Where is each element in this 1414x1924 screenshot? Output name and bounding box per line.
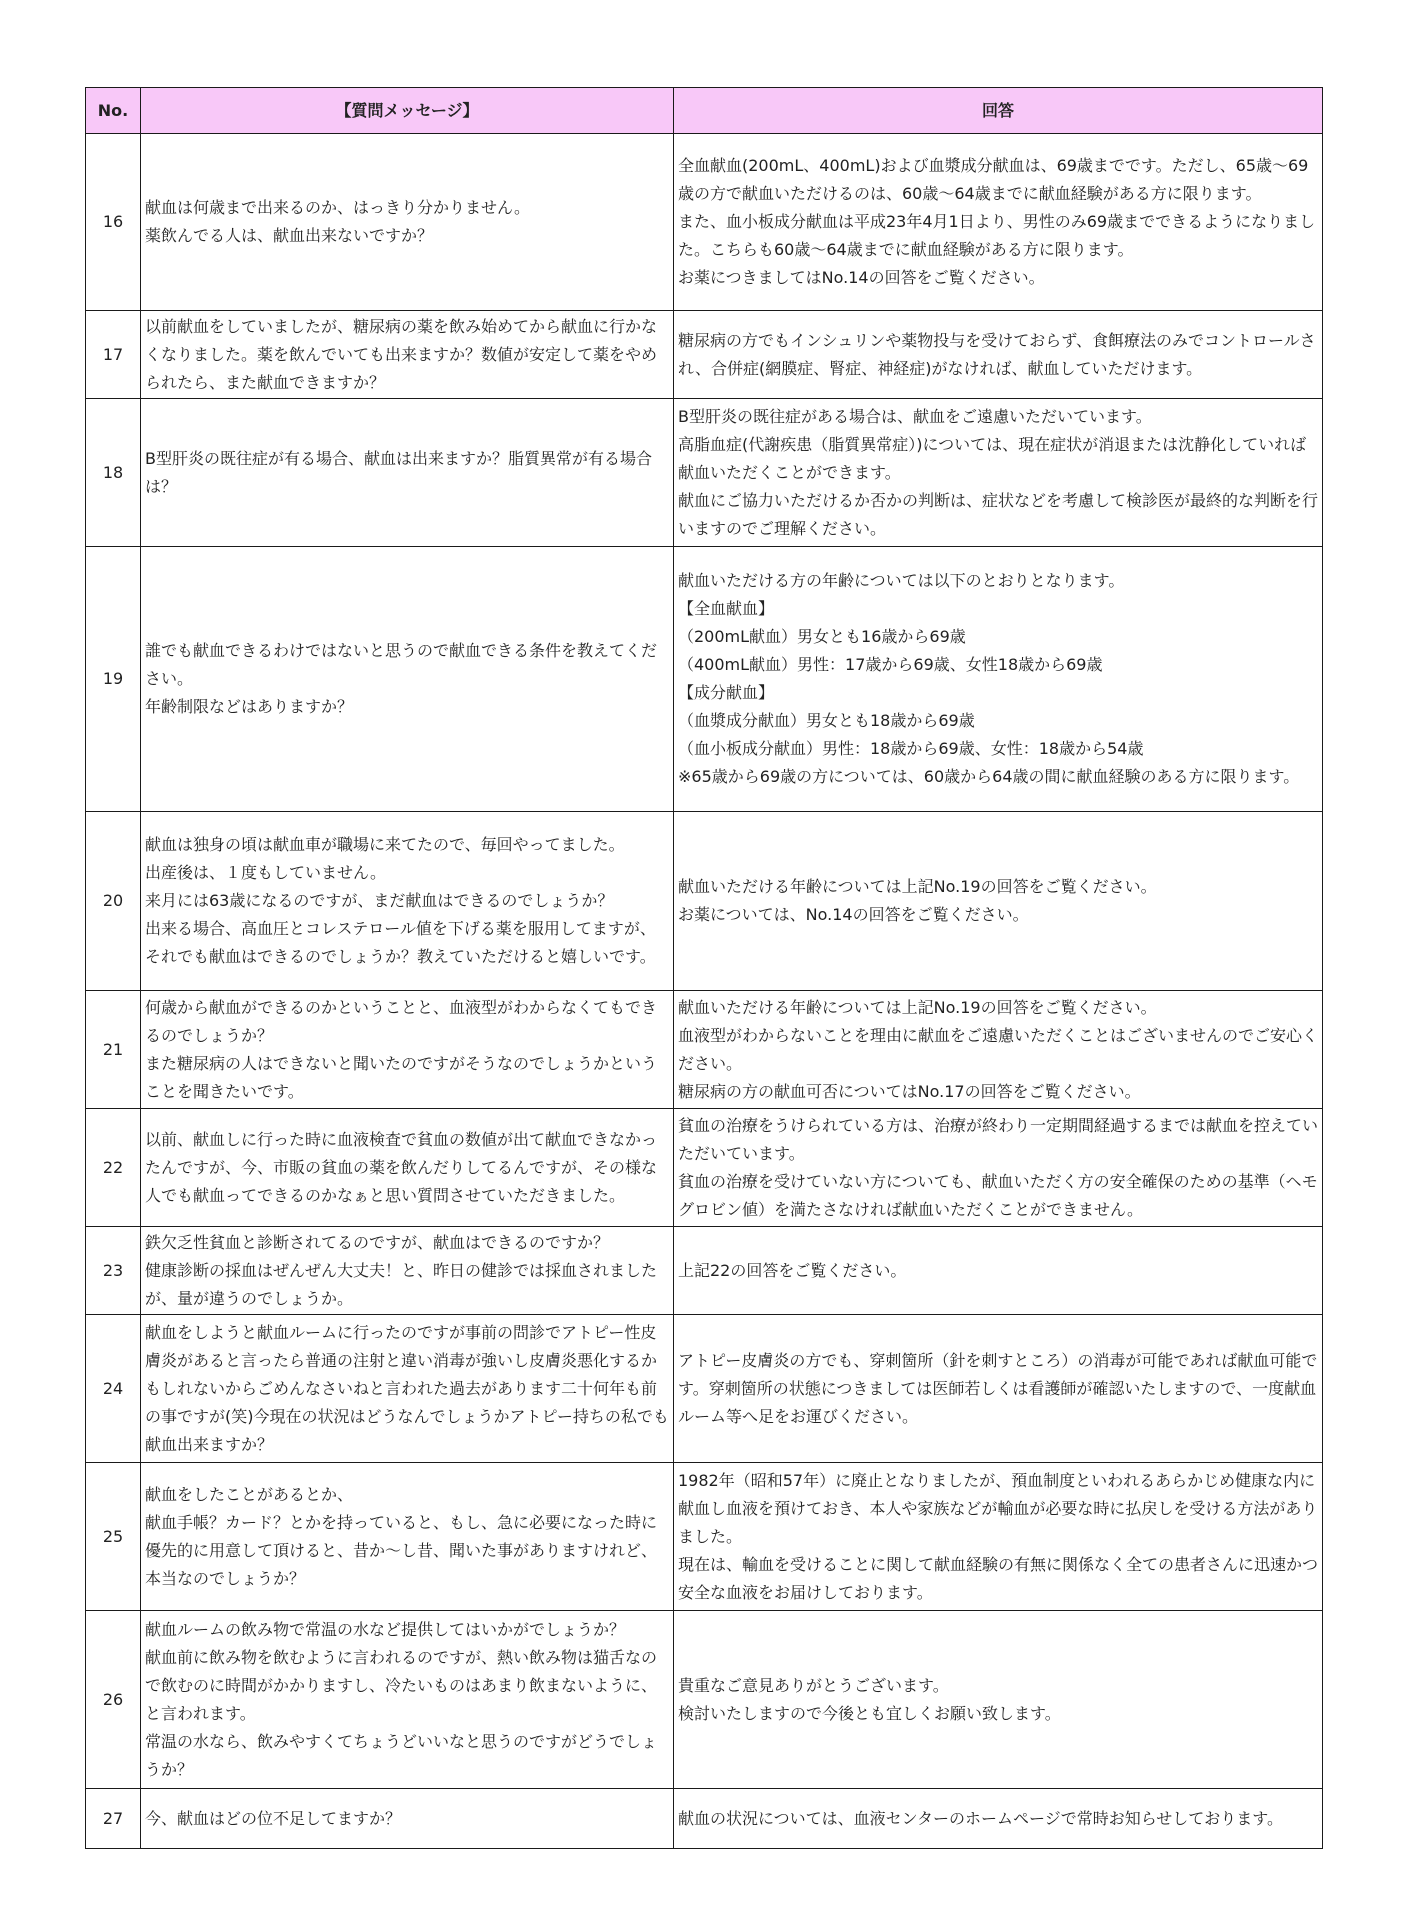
table-row [86, 1611, 1323, 1789]
row-number: 17 [86, 311, 141, 399]
answer-line: お薬については、No.14の回答をご覧ください。 [678, 905, 1029, 924]
answer-line: （血小板成分献血）男性：18歳から69歳、女性：18歳から54歳 [678, 739, 1144, 758]
table-row [86, 311, 1323, 399]
row-number: 26 [86, 1611, 141, 1789]
answer-line: 糖尿病の方でもインシュリンや薬物投与を受けておらず、食餌療法のみでコントロールされ、合併症(網膜症、腎症、神経症)がなければ、献血していただけます。 [678, 330, 1316, 378]
answer-line: 高脂血症(代謝疾患（脂質異常症）)については、現在症状が消退または沈静化していれば献血いただくことができます。 [678, 434, 1307, 482]
answer-line: 献血いただける年齢については上記No.19の回答をご覧ください。 [678, 997, 1157, 1017]
question-cell [141, 1789, 674, 1849]
question-line: 出産後は、１度もしていません。 [145, 863, 386, 882]
answer-cell [674, 1227, 1323, 1315]
question-line: 献血をしようと献血ルームに行ったのですが事前の問診でアトピー性皮膚炎があると言ったら普通の注射と違い消毒が強いし皮膚炎悪化するかもしれないからごめんなさいねと言われた過去があります二十何年も前の事ですが(笑)今現在の状況はどうなんでしょうかアトピー持ちの私でも献血出来ますか？ [145, 1322, 669, 1454]
row-number: 20 [86, 812, 141, 991]
answer-cell [674, 991, 1323, 1109]
row-number: 16 [86, 134, 141, 311]
question-line: 誰でも献血できるわけではないと思うので献血できる条件を教えてください。 [145, 641, 658, 688]
question-line: 健康診断の採血はぜんぜん大丈夫！と、昨日の健診では採血されましたが、量が違うのでしょうか。 [145, 1260, 658, 1308]
question-cell [141, 1463, 674, 1611]
question-cell [141, 1611, 674, 1789]
question-cell [141, 991, 674, 1109]
table-row [86, 1315, 1323, 1463]
header-no: No. [86, 88, 141, 134]
row-number: 23 [86, 1227, 141, 1315]
qa-table [85, 87, 1323, 1849]
answer-line: 検討いたしますので今後とも宜しくお願い致します。 [678, 1703, 1061, 1723]
question-line: また糖尿病の人はできないと聞いたのですがそうなのでしょうかということを聞きたいです。 [145, 1053, 658, 1101]
answer-line: （400mL献血）男性：17歳から69歳、女性18歳から69歳 [678, 655, 1103, 674]
question-line: 献血をしたことがあるとか、 [145, 1484, 354, 1504]
question-cell [141, 311, 674, 399]
question-cell [141, 134, 674, 311]
question-line: 献血手帳？カード？とかを持っていると、もし、急に必要になった時に優先的に用意して頂けると、昔か～し昔、聞いた事がありますけれど、本当なのでしょうか？ [145, 1512, 658, 1588]
answer-cell [674, 1789, 1323, 1849]
table-row [86, 812, 1323, 991]
answer-line: 貴重なご意見ありがとうございます。 [678, 1675, 949, 1695]
question-line: 献血は独身の頃は献血車が職場に来てたので、毎回やってました。 [145, 835, 625, 854]
answer-cell [674, 399, 1323, 547]
answer-cell [674, 311, 1323, 399]
answer-line: 【全血献血】 [678, 599, 775, 618]
answer-line: 献血いただける年齢については上記No.19の回答をご覧ください。 [678, 877, 1157, 896]
answer-cell [674, 547, 1323, 812]
question-line: 以前、献血しに行った時に血液検査で貧血の数値が出て献血できなかったんですが、今、市販の貧血の薬を飲んだりしてるんですが、その様な人でも献血ってできるのかなぁと思い質問させていただきました。 [145, 1129, 658, 1205]
answer-line: 【成分献血】 [678, 683, 775, 702]
answer-line: 1982年（昭和57年）に廃止となりましたが、預血制度といわれるあらかじめ健康な内に献血し血液を預けておき、本人や家族などが輸血が必要な時に払戻しを受ける方法がありました。 [678, 1470, 1318, 1546]
row-number: 21 [86, 991, 141, 1109]
answer-line: 全血献血(200mL、400mL)および血漿成分献血は、69歳までです。ただし、65歳～69歳の方で献血いただけるのは、60歳～64歳までに献血経験がある方に限ります。 [678, 156, 1309, 203]
answer-cell [674, 1315, 1323, 1463]
table-row [86, 1227, 1323, 1315]
answer-line: ※65歳から69歳の方については、60歳から64歳の間に献血経験のある方に限ります。 [678, 767, 1300, 786]
answer-line: 糖尿病の方の献血可否についてはNo.17の回答をご覧ください。 [678, 1081, 1141, 1101]
question-line: 常温の水なら、飲みやすくてちょうどいいなと思うのですがどうでしょうか？ [145, 1731, 658, 1779]
question-line: 以前献血をしていましたが、糖尿病の薬を飲み始めてから献血に行かなくなりました。薬を飲んでいても出来ますか？数値が安定して薬をやめられたら、また献血できますか？ [145, 316, 658, 392]
row-number: 18 [86, 399, 141, 547]
answer-line: （200mL献血）男女とも16歳から69歳 [678, 627, 966, 646]
answer-line: B型肝炎の既往症がある場合は、献血をご遠慮いただいています。 [678, 406, 1152, 426]
table-body [86, 134, 1323, 1849]
answer-line: 貧血の治療を受けていない方についても、献血いただく方の安全確保のための基準（ヘモグロビン値）を満たさなければ献血いただくことができません。 [678, 1171, 1318, 1219]
header-answer: 回答 [674, 88, 1323, 134]
table-row [86, 399, 1323, 547]
answer-line: 献血いただける方の年齢については以下のとおりとなります。 [678, 571, 1125, 590]
table-row [86, 1789, 1323, 1849]
answer-line: 献血にご協力いただけるか否かの判断は、症状などを考慮して検診医が最終的な判断を行いますのでご理解ください。 [678, 490, 1319, 538]
table-row [86, 1109, 1323, 1227]
question-cell [141, 812, 674, 991]
question-line: 出来る場合、高血圧とコレステロール値を下げる薬を服用してますが、それでも献血はできるのでしょうか？教えていただけると嬉しいです。 [145, 919, 656, 966]
question-line: B型肝炎の既往症が有る場合、献血は出来ますか？脂質異常が有る場合は？ [145, 448, 652, 496]
answer-cell [674, 1109, 1323, 1227]
answer-line: （血漿成分献血）男女とも18歳から69歳 [678, 711, 975, 730]
answer-line: 献血の状況については、血液センターのホームページで常時お知らせしております。 [678, 1808, 1283, 1828]
table-row [86, 1463, 1323, 1611]
question-line: 献血ルームの飲み物で常温の水など提供してはいかがでしょうか？ [145, 1619, 626, 1639]
row-number: 22 [86, 1109, 141, 1227]
row-number: 27 [86, 1789, 141, 1849]
answer-line: 血液型がわからないことを理由に献血をご遠慮いただくことはございませんのでご安心ください。 [678, 1025, 1319, 1073]
table-row [86, 134, 1323, 311]
question-line: 鉄欠乏性貧血と診断されてるのですが、献血はできるのですか？ [145, 1232, 610, 1252]
question-line: 来月には63歳になるのですが、まだ献血はできるのでしょうか？ [145, 891, 614, 910]
qa-sheet [85, 87, 1322, 1849]
table-header-row [86, 88, 1323, 134]
answer-line: 上記22の回答をご覧ください。 [678, 1260, 907, 1280]
question-line: 何歳から献血ができるのかということと、血液型がわからなくてもできるのでしょうか？ [145, 997, 658, 1045]
question-line: 献血前に飲み物を飲むように言われるのですが、熱い飲み物は猫舌なので飲むのに時間がかかりますし、冷たいものはあまり飲まないように、と言われます。 [145, 1647, 658, 1723]
question-cell [141, 1227, 674, 1315]
question-line: 薬飲んでる人は、献血出来ないですか？ [145, 226, 434, 245]
answer-cell [674, 1463, 1323, 1611]
row-number: 24 [86, 1315, 141, 1463]
question-line: 今、献血はどの位不足してますか？ [145, 1808, 402, 1828]
answer-line: アトピー皮膚炎の方でも、穿刺箇所（針を刺すところ）の消毒が可能であれば献血可能です。穿刺箇所の状態につきましては医師若しくは看護師が確認いたしますので、一度献血ルーム等へ足をお運びください。 [678, 1350, 1318, 1426]
question-cell [141, 1109, 674, 1227]
question-cell [141, 547, 674, 812]
table-row [86, 991, 1323, 1109]
answer-cell [674, 812, 1323, 991]
question-line: 献血は何歳まで出来るのか、はっきり分かりません。 [145, 198, 530, 217]
answer-line: お薬につきましてはNo.14の回答をご覧ください。 [678, 268, 1045, 287]
question-cell [141, 399, 674, 547]
answer-line: 貧血の治療をうけられている方は、治療が終わり一定期間経過するまでは献血を控えていただいています。 [678, 1115, 1319, 1163]
row-number: 25 [86, 1463, 141, 1611]
question-cell [141, 1315, 674, 1463]
answer-line: 現在は、輸血を受けることに関して献血経験の有無に関係なく全ての患者さんに迅速かつ安全な血液をお届けしております。 [678, 1554, 1319, 1602]
answer-cell [674, 134, 1323, 311]
header-question: 【質問メッセージ】 [141, 88, 674, 134]
row-number: 19 [86, 547, 141, 812]
question-line: 年齢制限などはありますか？ [145, 697, 354, 716]
answer-cell [674, 1611, 1323, 1789]
answer-line: また、血小板成分献血は平成23年4月1日より、男性のみ69歳までできるようになりました。こちらも60歳～64歳までに献血経験がある方に限ります。 [678, 212, 1316, 259]
table-row [86, 547, 1323, 812]
